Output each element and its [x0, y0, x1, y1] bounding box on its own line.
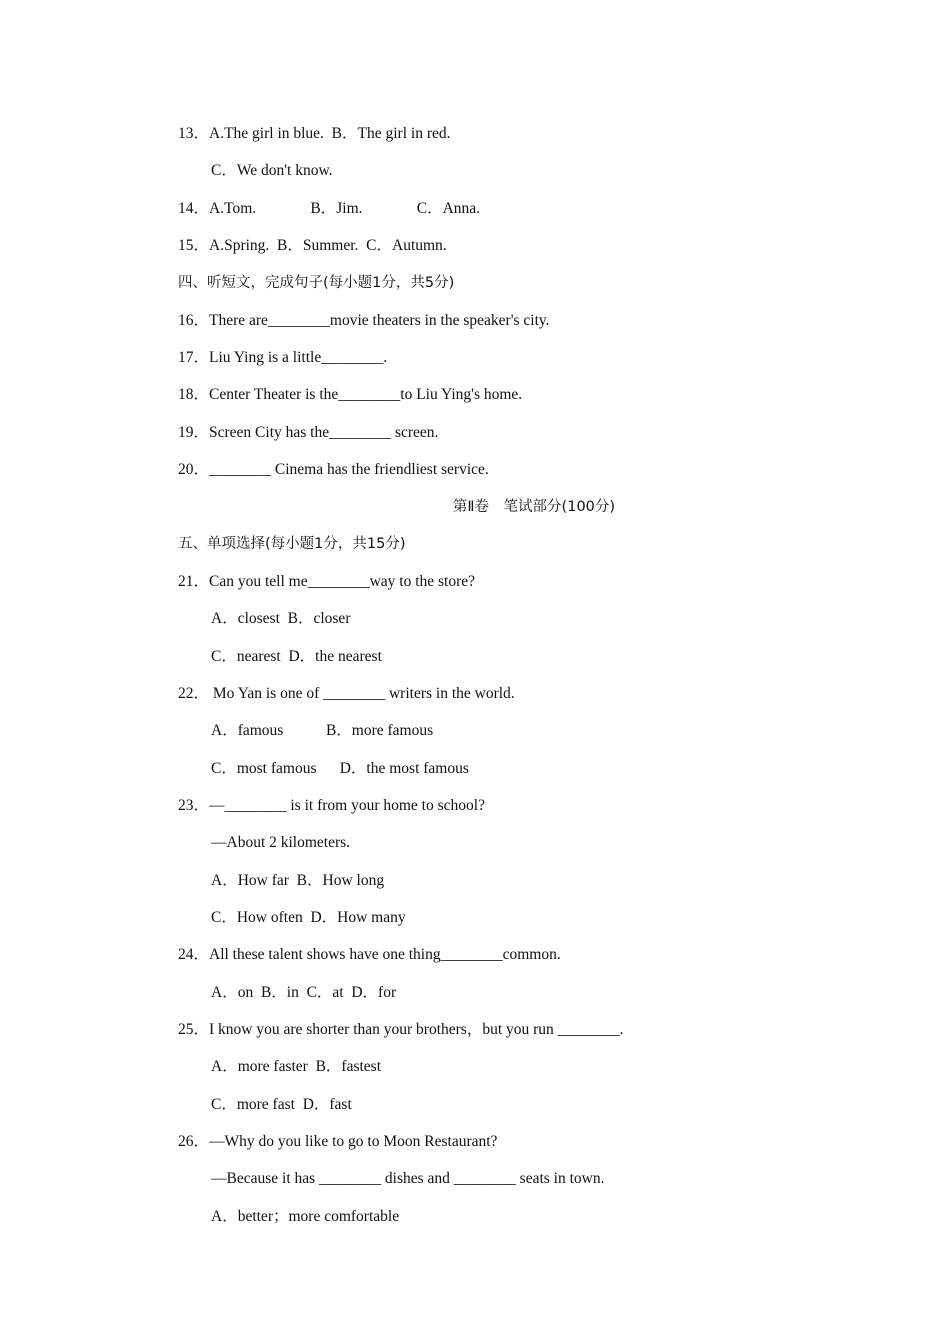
question-13-option-c: C．We don't know.: [211, 162, 333, 179]
question-25: 25．I know you are shorter than your brothers，but you run ________.: [178, 1021, 624, 1038]
question-14: 14．A.Tom. B．Jim. C．Anna.: [178, 200, 481, 217]
question-17: 17．Liu Ying is a little________.: [178, 349, 388, 366]
section-5-heading: 五、单项选择(每小题1分，共15分): [178, 536, 406, 552]
question-21-options-cd: C．nearest D．the nearest: [211, 648, 382, 665]
question-13: 13．A.The girl in blue. B．The girl in red.: [178, 125, 451, 142]
question-25-options-cd: C．more fast D．fast: [211, 1096, 352, 1113]
question-25-options-ab: A．more faster B．fastest: [211, 1058, 382, 1075]
section-4-heading: 四、听短文，完成句子(每小题1分，共5分): [178, 275, 455, 291]
question-24-options: A．on B．in C．at D．for: [211, 984, 397, 1001]
question-26: 26．—Why do you like to go to Moon Restaurant?: [178, 1133, 498, 1150]
question-21-options-ab: A．closest B．closer: [211, 610, 351, 627]
question-23: 23．—________ is it from your home to school?: [178, 797, 485, 814]
question-20: 20．________ Cinema has the friendliest service.: [178, 461, 489, 478]
question-24: 24．All these talent shows have one thing________common.: [178, 946, 561, 963]
question-15: 15．A.Spring. B．Summer. C．Autumn.: [178, 237, 447, 254]
question-26-option-a: A．better；more comfortable: [211, 1208, 400, 1225]
question-22: 22． Mo Yan is one of ________ writers in the world.: [178, 685, 515, 702]
question-26-answer: —Because it has ________ dishes and ________ seats in town.: [211, 1170, 605, 1187]
question-16: 16．There are________movie theaters in the speaker's city.: [178, 312, 550, 329]
question-23-answer: —About 2 kilometers.: [211, 834, 351, 851]
question-23-options-cd: C．How often D．How many: [211, 909, 406, 926]
question-18: 18．Center Theater is the________to Liu Ying's home.: [178, 386, 523, 403]
question-22-options-cd: C．most famous D．the most famous: [211, 760, 469, 777]
question-21: 21．Can you tell me________way to the store?: [178, 573, 476, 590]
question-23-options-ab: A．How far B．How long: [211, 872, 385, 889]
question-19: 19．Screen City has the________ screen.: [178, 424, 439, 441]
question-22-options-ab: A．famous B．more famous: [211, 722, 434, 739]
part-2-title: 第Ⅱ卷 笔试部分(100分): [452, 499, 616, 515]
